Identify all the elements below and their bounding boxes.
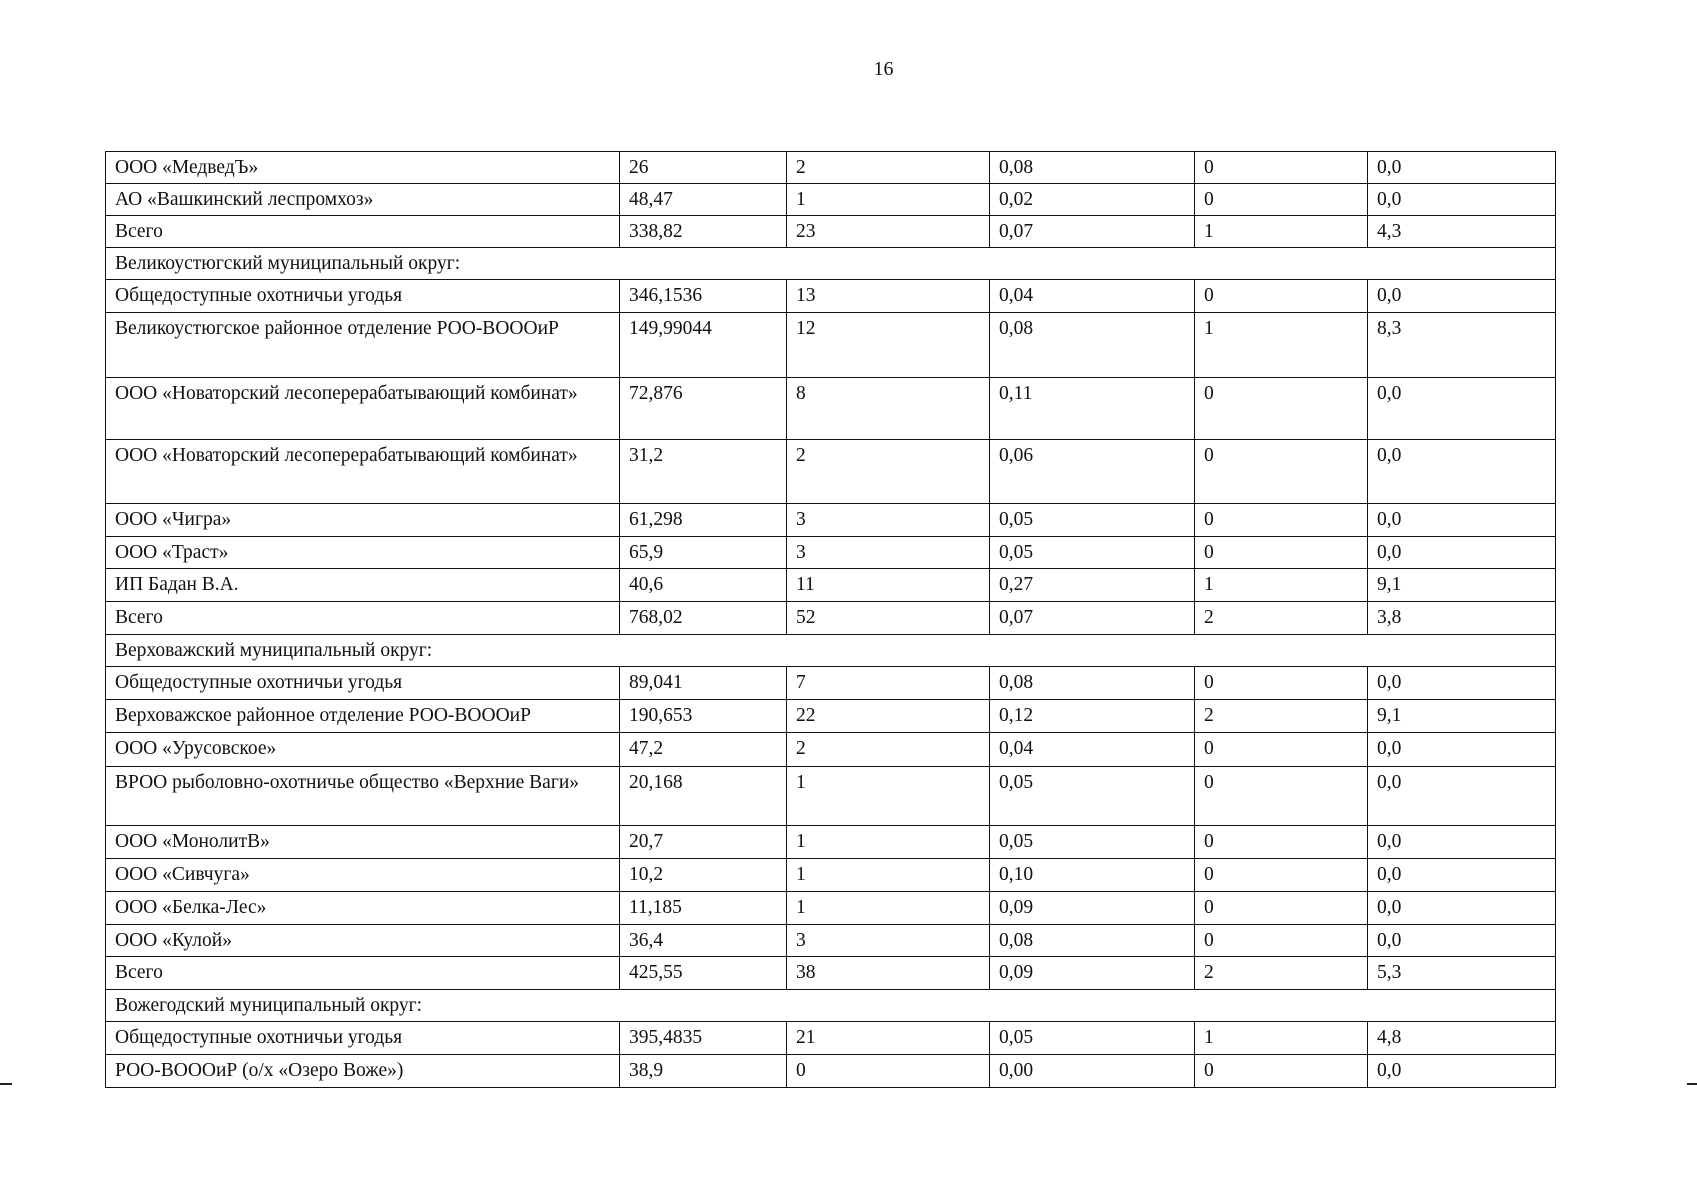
- percent-cell: 0,0: [1368, 733, 1556, 767]
- harvest-cell: 0: [1195, 859, 1368, 892]
- table-row: [106, 184, 1556, 216]
- table-row: [106, 667, 1556, 700]
- table-row: [106, 1022, 1556, 1055]
- count-cell: 1: [787, 859, 990, 892]
- area-cell: 20,7: [620, 826, 787, 859]
- area-cell: 149,99044: [620, 313, 787, 378]
- density-cell: 0,04: [990, 733, 1195, 767]
- count-cell: 21: [787, 1022, 990, 1055]
- harvest-cell: 0: [1195, 184, 1368, 216]
- density-cell: 0,05: [990, 1022, 1195, 1055]
- percent-cell: 0,0: [1368, 152, 1556, 184]
- table-row: [106, 767, 1556, 826]
- count-cell: 2: [787, 152, 990, 184]
- area-cell: 395,4835: [620, 1022, 787, 1055]
- percent-cell: 0,0: [1368, 504, 1556, 537]
- organization-cell: ООО «Урусовское»: [106, 733, 620, 767]
- count-cell: 2: [787, 440, 990, 504]
- right-edge-mark: [1687, 1083, 1697, 1085]
- count-cell: 0: [787, 1055, 990, 1088]
- area-cell: 10,2: [620, 859, 787, 892]
- data-table: [105, 151, 1556, 1088]
- area-cell: 31,2: [620, 440, 787, 504]
- count-cell: 12: [787, 313, 990, 378]
- area-cell: 40,6: [620, 569, 787, 602]
- table-row: [106, 925, 1556, 957]
- table-body: [106, 152, 1556, 1088]
- organization-cell: Общедоступные охотничьи угодья: [106, 1022, 620, 1055]
- harvest-cell: 0: [1195, 537, 1368, 569]
- harvest-cell: 0: [1195, 667, 1368, 700]
- count-cell: 1: [787, 184, 990, 216]
- organization-cell: ИП Бадан В.А.: [106, 569, 620, 602]
- area-cell: 65,9: [620, 537, 787, 569]
- harvest-cell: 0: [1195, 378, 1368, 440]
- count-cell: 52: [787, 602, 990, 635]
- percent-cell: 4,8: [1368, 1022, 1556, 1055]
- percent-cell: 0,0: [1368, 184, 1556, 216]
- harvest-cell: 0: [1195, 767, 1368, 826]
- organization-cell: Верховажское районное отделение РОО-ВОООиР: [106, 700, 620, 733]
- count-cell: 1: [787, 826, 990, 859]
- count-cell: 13: [787, 280, 990, 313]
- area-cell: 338,82: [620, 216, 787, 248]
- percent-cell: 0,0: [1368, 767, 1556, 826]
- section-row: [106, 248, 1556, 280]
- density-cell: 0,02: [990, 184, 1195, 216]
- harvest-cell: 1: [1195, 1022, 1368, 1055]
- count-cell: 1: [787, 892, 990, 925]
- organization-cell: Всего: [106, 957, 620, 990]
- density-cell: 0,11: [990, 378, 1195, 440]
- table-row: [106, 957, 1556, 990]
- section-heading: Вожегодский муниципальный округ:: [106, 990, 1556, 1022]
- organization-cell: ООО «Сивчуга»: [106, 859, 620, 892]
- percent-cell: 9,1: [1368, 700, 1556, 733]
- percent-cell: 4,3: [1368, 216, 1556, 248]
- count-cell: 11: [787, 569, 990, 602]
- organization-cell: ООО «МедведЪ»: [106, 152, 620, 184]
- area-cell: 48,47: [620, 184, 787, 216]
- density-cell: 0,12: [990, 700, 1195, 733]
- area-cell: 20,168: [620, 767, 787, 826]
- percent-cell: 0,0: [1368, 826, 1556, 859]
- percent-cell: 0,0: [1368, 280, 1556, 313]
- table-row: [106, 733, 1556, 767]
- harvest-cell: 2: [1195, 957, 1368, 990]
- percent-cell: 3,8: [1368, 602, 1556, 635]
- density-cell: 0,04: [990, 280, 1195, 313]
- table-row: [106, 1055, 1556, 1088]
- density-cell: 0,08: [990, 313, 1195, 378]
- density-cell: 0,05: [990, 504, 1195, 537]
- percent-cell: 0,0: [1368, 667, 1556, 700]
- organization-cell: Всего: [106, 216, 620, 248]
- organization-cell: ООО «Новаторский лесоперерабатывающий комбинат»: [106, 440, 620, 504]
- count-cell: 7: [787, 667, 990, 700]
- table-row: [106, 537, 1556, 569]
- harvest-cell: 1: [1195, 569, 1368, 602]
- area-cell: 47,2: [620, 733, 787, 767]
- harvest-cell: 0: [1195, 152, 1368, 184]
- table-row: [106, 313, 1556, 378]
- table-row: [106, 826, 1556, 859]
- area-cell: 89,041: [620, 667, 787, 700]
- percent-cell: 0,0: [1368, 537, 1556, 569]
- organization-cell: Всего: [106, 602, 620, 635]
- section-row: [106, 990, 1556, 1022]
- harvest-cell: 1: [1195, 216, 1368, 248]
- percent-cell: 0,0: [1368, 925, 1556, 957]
- organization-cell: АО «Вашкинский леспромхоз»: [106, 184, 620, 216]
- density-cell: 0,08: [990, 925, 1195, 957]
- area-cell: 72,876: [620, 378, 787, 440]
- table-row: [106, 378, 1556, 440]
- count-cell: 38: [787, 957, 990, 990]
- harvest-cell: 0: [1195, 1055, 1368, 1088]
- area-cell: 38,9: [620, 1055, 787, 1088]
- organization-cell: ВРОО рыболовно-охотничье общество «Верхние Ваги»: [106, 767, 620, 826]
- count-cell: 8: [787, 378, 990, 440]
- density-cell: 0,05: [990, 826, 1195, 859]
- section-heading: Великоустюгский муниципальный округ:: [106, 248, 1556, 280]
- percent-cell: 0,0: [1368, 892, 1556, 925]
- harvest-cell: 1: [1195, 313, 1368, 378]
- area-cell: 36,4: [620, 925, 787, 957]
- density-cell: 0,05: [990, 537, 1195, 569]
- table-row: [106, 280, 1556, 313]
- count-cell: 3: [787, 925, 990, 957]
- area-cell: 26: [620, 152, 787, 184]
- density-cell: 0,05: [990, 767, 1195, 826]
- table-row: [106, 859, 1556, 892]
- count-cell: 1: [787, 767, 990, 826]
- count-cell: 3: [787, 537, 990, 569]
- count-cell: 23: [787, 216, 990, 248]
- density-cell: 0,07: [990, 602, 1195, 635]
- percent-cell: 0,0: [1368, 859, 1556, 892]
- organization-cell: ООО «Новаторский лесоперерабатывающий комбинат»: [106, 378, 620, 440]
- area-cell: 190,653: [620, 700, 787, 733]
- organization-cell: Общедоступные охотничьи угодья: [106, 667, 620, 700]
- table-row: [106, 700, 1556, 733]
- page-number: 16: [873, 58, 894, 80]
- table-row: [106, 440, 1556, 504]
- density-cell: 0,07: [990, 216, 1195, 248]
- count-cell: 2: [787, 733, 990, 767]
- organization-cell: ООО «Белка-Лес»: [106, 892, 620, 925]
- harvest-cell: 2: [1195, 700, 1368, 733]
- organization-cell: ООО «Кулой»: [106, 925, 620, 957]
- organization-cell: РОО-ВОООиР (о/х «Озеро Воже»): [106, 1055, 620, 1088]
- density-cell: 0,06: [990, 440, 1195, 504]
- harvest-cell: 0: [1195, 440, 1368, 504]
- organization-cell: Великоустюгское районное отделение РОО-ВОООиР: [106, 313, 620, 378]
- area-cell: 768,02: [620, 602, 787, 635]
- count-cell: 3: [787, 504, 990, 537]
- harvest-cell: 0: [1195, 504, 1368, 537]
- table-row: [106, 602, 1556, 635]
- density-cell: 0,09: [990, 892, 1195, 925]
- harvest-cell: 0: [1195, 925, 1368, 957]
- harvest-cell: 0: [1195, 892, 1368, 925]
- percent-cell: 9,1: [1368, 569, 1556, 602]
- percent-cell: 8,3: [1368, 313, 1556, 378]
- density-cell: 0,08: [990, 667, 1195, 700]
- table-row: [106, 504, 1556, 537]
- organization-cell: ООО «МонолитВ»: [106, 826, 620, 859]
- percent-cell: 0,0: [1368, 378, 1556, 440]
- harvest-cell: 0: [1195, 733, 1368, 767]
- section-heading: Верховажский муниципальный округ:: [106, 635, 1556, 667]
- table-row: [106, 152, 1556, 184]
- density-cell: 0,09: [990, 957, 1195, 990]
- harvest-cell: 0: [1195, 826, 1368, 859]
- table-row: [106, 216, 1556, 248]
- density-cell: 0,27: [990, 569, 1195, 602]
- harvest-cell: 0: [1195, 280, 1368, 313]
- area-cell: 61,298: [620, 504, 787, 537]
- section-row: [106, 635, 1556, 667]
- density-cell: 0,08: [990, 152, 1195, 184]
- percent-cell: 5,3: [1368, 957, 1556, 990]
- percent-cell: 0,0: [1368, 440, 1556, 504]
- harvest-cell: 2: [1195, 602, 1368, 635]
- organization-cell: Общедоступные охотничьи угодья: [106, 280, 620, 313]
- area-cell: 346,1536: [620, 280, 787, 313]
- left-edge-mark: [0, 1083, 12, 1085]
- area-cell: 11,185: [620, 892, 787, 925]
- area-cell: 425,55: [620, 957, 787, 990]
- organization-cell: ООО «Чигра»: [106, 504, 620, 537]
- density-cell: 0,10: [990, 859, 1195, 892]
- density-cell: 0,00: [990, 1055, 1195, 1088]
- count-cell: 22: [787, 700, 990, 733]
- percent-cell: 0,0: [1368, 1055, 1556, 1088]
- table-row: [106, 569, 1556, 602]
- organization-cell: ООО «Траст»: [106, 537, 620, 569]
- table-row: [106, 892, 1556, 925]
